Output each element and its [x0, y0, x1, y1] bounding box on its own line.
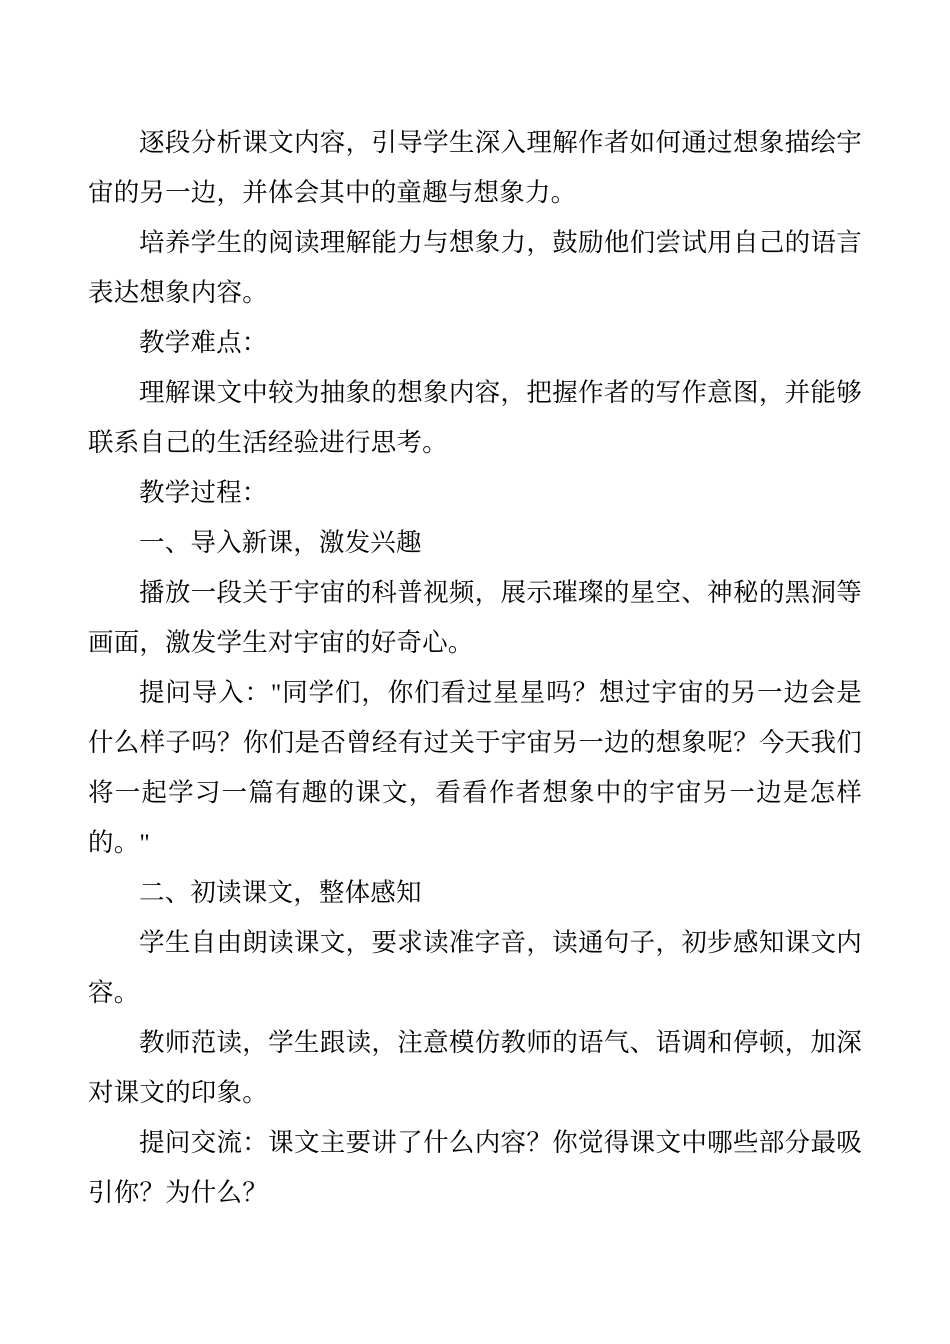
paragraph: 培养学生的阅读理解能力与想象力，鼓励他们尝试用自己的语言表达想象内容。	[88, 228, 862, 307]
paragraph: 理解课文中较为抽象的想象内容，把握作者的写作意图，并能够联系自己的生活经验进行思考。	[88, 378, 862, 457]
paragraph-heading-difficulty: 教学难点：	[139, 328, 268, 357]
paragraph: 播放一段关于宇宙的科普视频，展示璀璨的星空、神秘的黑洞等画面，激发学生对宇宙的好奇心。	[88, 578, 862, 657]
paragraph: 教师范读，学生跟读，注意模仿教师的语气、语调和停顿，加深对课文的印象。	[88, 1028, 862, 1107]
paragraph-quote: 提问导入："同学们，你们看过星星吗？想过宇宙的另一边会是什么样子吗？你们是否曾经有过关于宇宙另一边的想象呢？今天我们将一起学习一篇有趣的课文，看看作者想象中的宇宙另一边是怎样的。"	[88, 678, 862, 857]
paragraph-section-two: 二、初读课文，整体感知	[139, 878, 422, 907]
paragraph-section-one: 一、导入新课，激发兴趣	[139, 528, 422, 557]
paragraph: 逐段分析课文内容，引导学生深入理解作者如何通过想象描绘宇宙的另一边，并体会其中的童趣与想象力。	[88, 128, 862, 207]
paragraph: 学生自由朗读课文，要求读准字音，读通句子，初步感知课文内容。	[88, 928, 862, 1007]
paragraph-heading-process: 教学过程：	[139, 478, 268, 507]
document-body	[88, 118, 862, 1218]
paragraph: 提问交流：课文主要讲了什么内容？你觉得课文中哪些部分最吸引你？为什么？	[88, 1128, 862, 1207]
